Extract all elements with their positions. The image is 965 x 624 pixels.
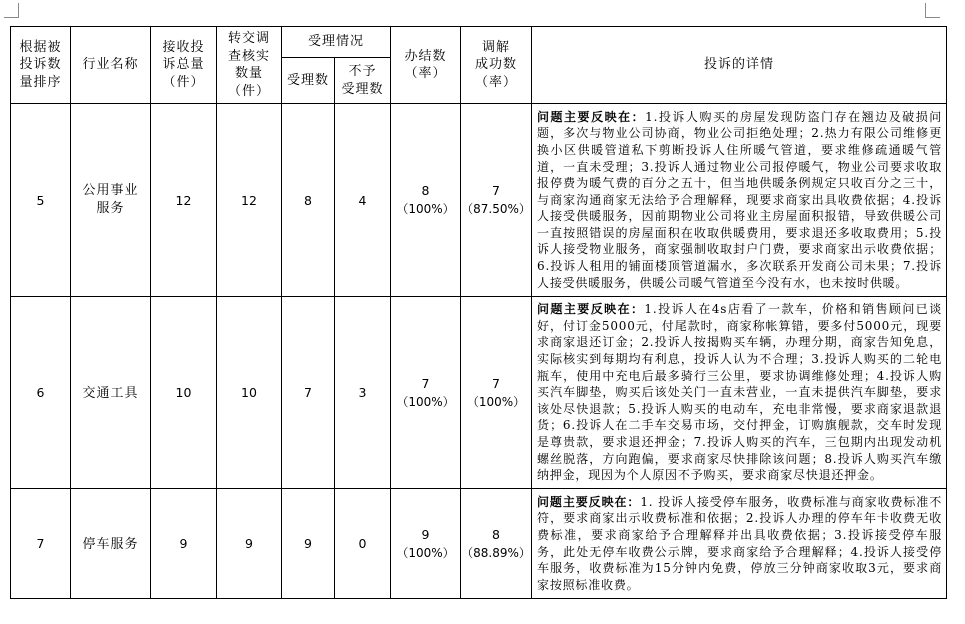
- header-details: 投诉的详情: [532, 27, 947, 104]
- header-row-top: [11, 27, 947, 58]
- mediated-rate: （88.89%）: [461, 545, 531, 560]
- detail-label: 问题主要反映在：: [537, 109, 646, 124]
- header-rank: 根据被 投诉数 量排序: [11, 27, 71, 104]
- resolved-count: 7: [421, 375, 430, 391]
- cell-received: 12: [151, 104, 217, 297]
- resolved-rate: （100%）: [396, 545, 455, 560]
- mediated-count: 7: [492, 183, 500, 198]
- cell-mediated: [461, 297, 532, 489]
- cell-details: [532, 297, 947, 489]
- cell-rank: 6: [11, 297, 71, 489]
- cell-not-accepted: 4: [335, 104, 391, 297]
- industry-name: 停车服务: [82, 537, 139, 552]
- cell-not-accepted: 3: [335, 297, 391, 489]
- detail-text: 1.投诉人购买的房屋发现防盗门存在翘边及破损问题，多次与物业公司协商，物业公司拒绝处理；2.热力有限公司维修更换小区供暖管道私下剪断投诉人住所暖气管道，要求维修疏通暖气管道，一直未受理；3.投诉人通过物业公司报停暖气，物业公司要求收取报停费为暖气费的百分之五十，但当地供暖条例规定只收百分之三十，与商家沟通商家无法给予合理解释，现要求商家出具收费依据；4.投诉人接受供暖服务，因前期物业公司将业主房屋面积报错，导致供暖公司一直按照错误的房屋面积在收取供暖费用，要求退还多收取费用；5.投诉人接受物业服务，商家强制收取封户门费，要求商家出示收费依据；6.投诉人租用的铺面楼顶管道漏水，多次联系开发商公司未果；7.投诉人接受供暖服务，供暖公司暖气管道至今没有水，也未按时供暖。: [537, 109, 943, 290]
- cell-industry: [71, 489, 151, 599]
- cell-not-accepted: 0: [335, 489, 391, 599]
- complaint-statistics-table: [10, 26, 947, 599]
- resolved-rate: （100%）: [396, 202, 455, 216]
- cell-rank: 7: [11, 489, 71, 599]
- cell-accepted: 7: [282, 297, 335, 489]
- cell-industry: [71, 297, 151, 489]
- cell-transferred: 10: [217, 297, 282, 489]
- header-acceptance: 受理情况: [282, 27, 391, 58]
- corner-mark-top-right: [925, 3, 940, 18]
- industry-name: 交通工具: [82, 386, 139, 401]
- cell-mediated: [461, 104, 532, 297]
- detail-label: 问题主要反映在：: [537, 302, 645, 317]
- mediated-rate: （100%）: [466, 394, 526, 409]
- cell-accepted: 9: [282, 489, 335, 599]
- detail-paragraph: [532, 298, 946, 487]
- cell-transferred: 12: [217, 104, 282, 297]
- header-accepted: 受理数: [282, 58, 335, 104]
- cell-resolved: [391, 104, 461, 297]
- cell-mediated: [461, 489, 532, 599]
- cell-details: [532, 489, 947, 599]
- detail-label: 问题主要反映在：: [537, 494, 641, 509]
- cell-resolved: [391, 297, 461, 489]
- detail-paragraph: [532, 106, 946, 295]
- resolved-rate: （100%）: [396, 394, 455, 409]
- industry-name: 公用事业服务: [82, 183, 139, 216]
- detail-text: 1. 投诉人接受停车服务，收费标准与商家收费标准不符，要求商家出示收费标准和依据；2.投诉人办理的停车年卡收费无收费标准，要求商家给予合理解释并出具收费依据；3.投诉接受停车服务，此处无停车收费公示牌，要求商家给予合理解释；4.投诉人接受停车服务，收费标准为15分钟内免费，停放三分钟商家收取3元，要求商家按照标准收费。: [537, 494, 943, 592]
- cell-transferred: 9: [217, 489, 282, 599]
- cell-received: 9: [151, 489, 217, 599]
- cell-resolved: [391, 489, 461, 599]
- cell-accepted: 8: [282, 104, 335, 297]
- mediated-count: 7: [492, 375, 500, 391]
- cell-details: [532, 104, 947, 297]
- table-row: [11, 297, 947, 489]
- header-received: 接收投 诉总量 （件）: [151, 27, 217, 104]
- mediated-count: 8: [492, 526, 500, 542]
- table-row: [11, 489, 947, 599]
- table-row: [11, 104, 947, 297]
- resolved-count: 8: [421, 183, 430, 198]
- detail-paragraph: [532, 491, 946, 597]
- header-not-accepted: 不予 受理数: [335, 58, 391, 104]
- cell-industry: [71, 104, 151, 297]
- header-industry: 行业名称: [71, 27, 151, 104]
- cell-rank: 5: [11, 104, 71, 297]
- corner-mark-top-left: [4, 3, 19, 18]
- header-transferred: 转交调 查核实 数量 （件）: [217, 27, 282, 104]
- resolved-count: 9: [421, 526, 430, 542]
- cell-received: 10: [151, 297, 217, 489]
- header-mediated: 调解 成功数 （率）: [461, 27, 532, 104]
- header-resolved: 办结数 （率）: [391, 27, 461, 104]
- detail-text: 1.投诉人在4s店看了一款车，价格和销售顾问已谈好，付订金5000元，付尾款时，商家称帐算错，要多付5000元，现要求商家退还订金；2.投诉人按揭购买车辆，办理分期，商家告知免息，实际核实到每期均有利息，投诉人认为不合理；3.投诉人购买的二轮电瓶车，使用中充电后最多骑行三公里，要求协调维修处理；4.投诉人购买汽车脚垫，购买后该处关门一直未营业，一直未提供汽车脚垫，要求该处尽快退款；5.投诉人购买的电动车，充电非常慢，要求商家退款退货；6.投诉人在二手车交易市场，交付押金，订购旗舰款，交车时发现是尊贵款，要求退还押金；7.投诉人购买的汽车，三包期内出现发动机螺丝脱落，方向跑偏，要求商家尽快排除该问题；8.投诉人购买汽车缴纳押金，现因为个人原因不予购买，要求商家尽快退还押金。: [537, 302, 943, 483]
- mediated-rate: （87.50%）: [461, 202, 531, 216]
